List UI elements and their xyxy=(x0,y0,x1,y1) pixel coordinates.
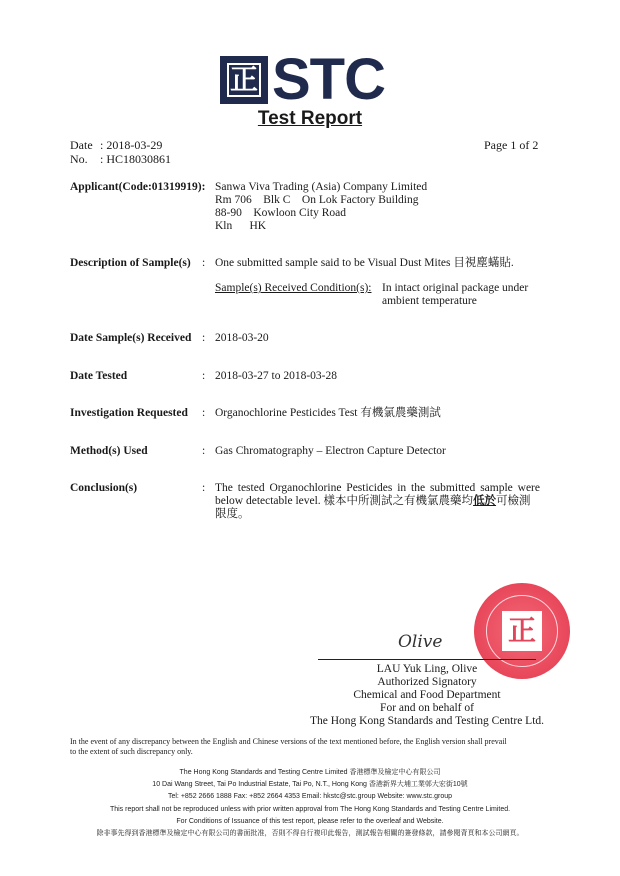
description-value: One submitted sample said to be Visual Dust Mites 目視塵蟎貼. xyxy=(215,257,514,269)
stc-logo xyxy=(220,47,400,112)
investigation-label: Investigation Requested xyxy=(70,407,188,419)
method-label: Method(s) Used xyxy=(70,445,148,457)
condition-line-1: In intact original package under xyxy=(382,282,529,294)
footer-chinese-notice: 除非事先得到香港標準及檢定中心有限公司的書面批准，否則不得自行複印此報告，測試報告相關的簽發條款，請參閱背頁和本公司網頁。 xyxy=(96,830,524,837)
colon: : xyxy=(202,482,206,494)
date-tested-value: 2018-03-27 to 2018-03-28 xyxy=(215,370,338,382)
applicant-line-1: Sanwa Viva Trading (Asia) Company Limited xyxy=(215,181,428,193)
conclusion-line-1: The tested Organochlorine Pesticides in the submitted sample were xyxy=(215,482,540,494)
signature-line xyxy=(318,659,536,660)
discrepancy-disclaimer-line-2: to the extent of such discrepancy only. xyxy=(70,747,193,756)
handwritten-signature: Olive xyxy=(398,632,443,652)
page-indicator: Page 1 of 2 xyxy=(484,138,539,152)
date-received-label: Date Sample(s) Received xyxy=(70,332,192,344)
applicant-line-4: Kln HK xyxy=(215,220,267,232)
method-value: Gas Chromatography – Electron Capture Detector xyxy=(215,445,446,457)
footer-company: The Hong Kong Standards and Testing Centre Limited 香港標準及檢定中心有限公司 xyxy=(179,769,441,776)
conclusion-emphasis: 低於 xyxy=(473,495,497,507)
number-label: No. xyxy=(70,152,88,166)
company-seal-stamp: 正 xyxy=(474,583,570,679)
signatory-name: LAU Yuk Ling, Olive xyxy=(376,663,478,675)
signatory-organisation: The Hong Kong Standards and Testing Centre Ltd. xyxy=(309,715,545,727)
footer-address: 10 Dai Wang Street, Tai Po Industrial Estate, Tai Po, N.T., Hong Kong 香港新界大埔工業邨大宏街10號 xyxy=(152,781,468,788)
footer-contact: Tel: +852 2666 1888 Fax: +852 2664 4353 Email: hkstc@stc.group Website: www.stc.group xyxy=(167,793,453,800)
date-value: : 2018-03-29 xyxy=(100,138,163,152)
signatory-behalf: For and on behalf of xyxy=(380,702,474,714)
condition-line-2: ambient temperature xyxy=(382,295,477,307)
applicant-label: Applicant(Code:01319919): xyxy=(70,181,206,193)
description-label: Description of Sample(s) xyxy=(70,257,191,269)
colon: : xyxy=(202,257,206,269)
applicant-line-2: Rm 706 Blk C On Lok Factory Building xyxy=(215,194,419,206)
date-label: Date xyxy=(70,138,93,152)
number-value: : HC18030861 xyxy=(100,152,172,166)
applicant-line-3: 88-90 Kowloon City Road xyxy=(215,207,346,219)
footer-reproduction-notice: This report shall not be reproduced unless with prior written approval from The Hong Kong Standards and Testing Centre Limited. xyxy=(109,806,511,813)
date-tested-label: Date Tested xyxy=(70,370,128,382)
stc-mark-icon: 正 xyxy=(220,56,268,104)
signatory-title: Authorized Signatory xyxy=(377,676,477,688)
conclusion-line-3: 限度。 xyxy=(215,508,250,520)
investigation-value: Organochlorine Pesticides Test 有機氯農藥測試 xyxy=(215,407,441,419)
discrepancy-disclaimer-line-1: In the event of any discrepancy between the English and Chinese versions of the text mentioned before, the English version shall prevail xyxy=(70,737,507,746)
conclusion-label: Conclusion(s) xyxy=(70,482,138,494)
conclusion-line-2: below detectable level. 樣本中所測試之有機氯農藥均低於可檢測 xyxy=(215,495,531,507)
footer-conditions-notice: For Conditions of Issuance of this test report, please refer to the overleaf and Website. xyxy=(176,818,444,825)
colon: : xyxy=(202,445,206,457)
signatory-department: Chemical and Food Department xyxy=(353,689,501,701)
condition-label: Sample(s) Received Condition(s): xyxy=(215,282,372,294)
colon: : xyxy=(202,407,206,419)
logo-text: STC xyxy=(272,47,385,112)
colon: : xyxy=(202,370,206,382)
colon: : xyxy=(202,332,206,344)
report-title: Test Report xyxy=(257,108,363,129)
date-received-value: 2018-03-20 xyxy=(215,332,269,344)
